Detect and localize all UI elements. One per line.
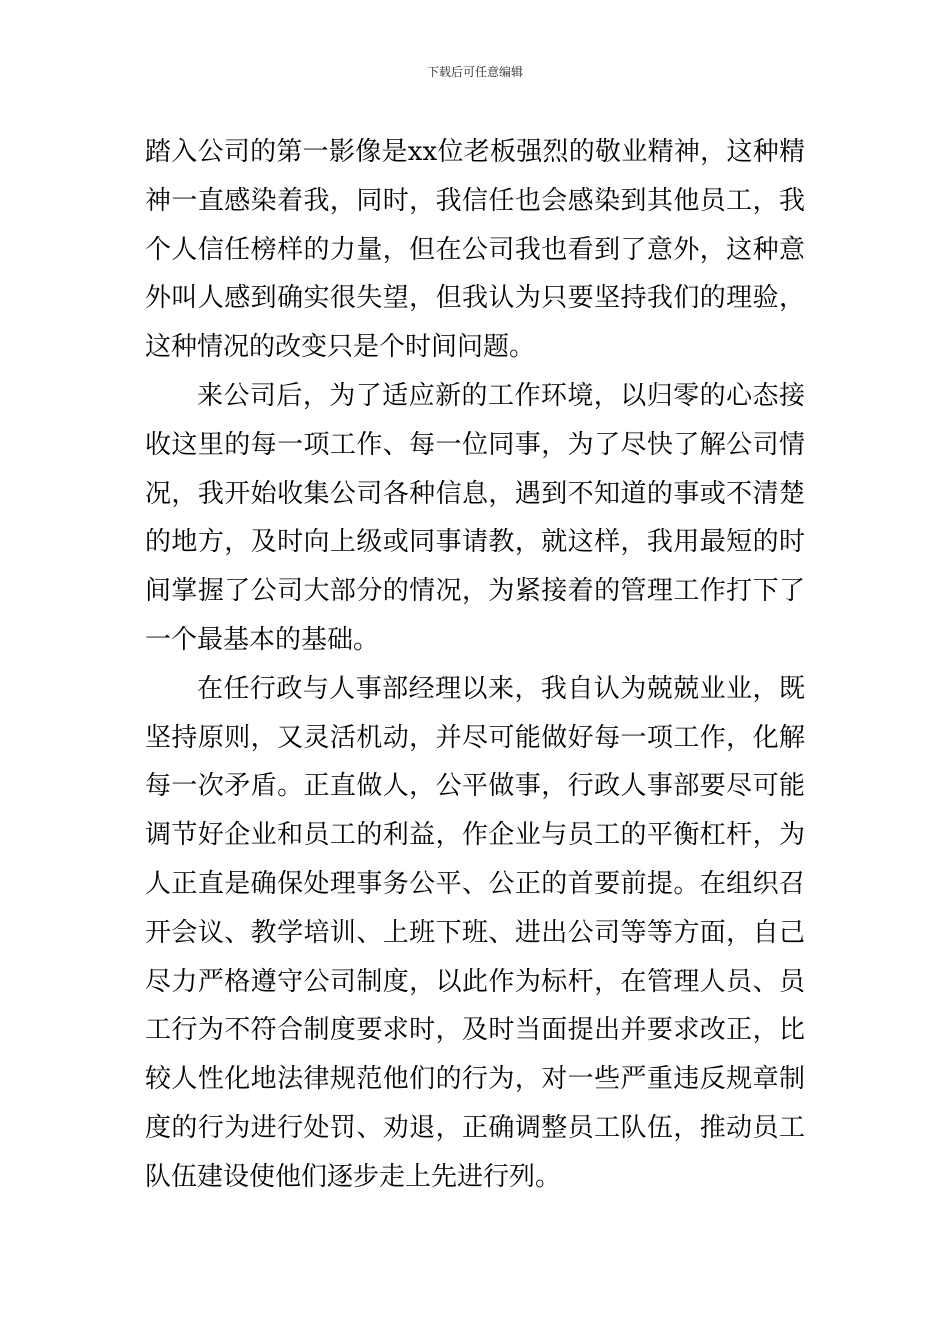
document-body <box>145 128 805 1202</box>
paragraph-management: 在任行政与人事部经理以来，我自认为兢兢业业，既坚持原则，又灵活机动，并尽可能做好每一项工作，化解每一次矛盾。正直做人，公平做事，行政人事部要尽可能调节好企业和员工的利益，作企业与员工的平衡杠杆，为人正直是确保处理事务公平、公正的首要前提。在组织召开会议、教学培训、上班下班、进出公司等等方面，自己尽力严格遵守公司制度，以此作为标杆，在管理人员、员工行为不符合制度要求时，及时当面提出并要求改正，比较人性化地法律规范他们的行为，对一些严重违反规章制度的行为进行处罚、劝退，正确调整员工队伍，推动员工队伍建设使他们逐步走上先进行列。 <box>145 673 805 1192</box>
page-header: 下载后可任意编辑 <box>426 65 523 79</box>
paragraph-continuation: 踏入公司的第一影像是xx位老板强烈的敬业精神，这种精神一直感染着我，同时，我信任也会感染到其他员工，我个人信任榜样的力量，但在公司我也看到了意外，这种意外叫人感到确实很失望，但我认为只要坚持我们的理验，这种情况的改变只是个时间问题。 <box>145 137 805 363</box>
paragraph-adaptation: 来公司后，为了适应新的工作环境，以归零的心态接收这里的每一项工作、每一位同事，为了尽快了解公司情况，我开始收集公司各种信息，遇到不知道的事或不清楚的地方，及时向上级或同事请教，就这样，我用最短的时间掌握了公司大部分的情况，为紧接着的管理工作打下了一个最基本的基础。 <box>145 380 805 655</box>
